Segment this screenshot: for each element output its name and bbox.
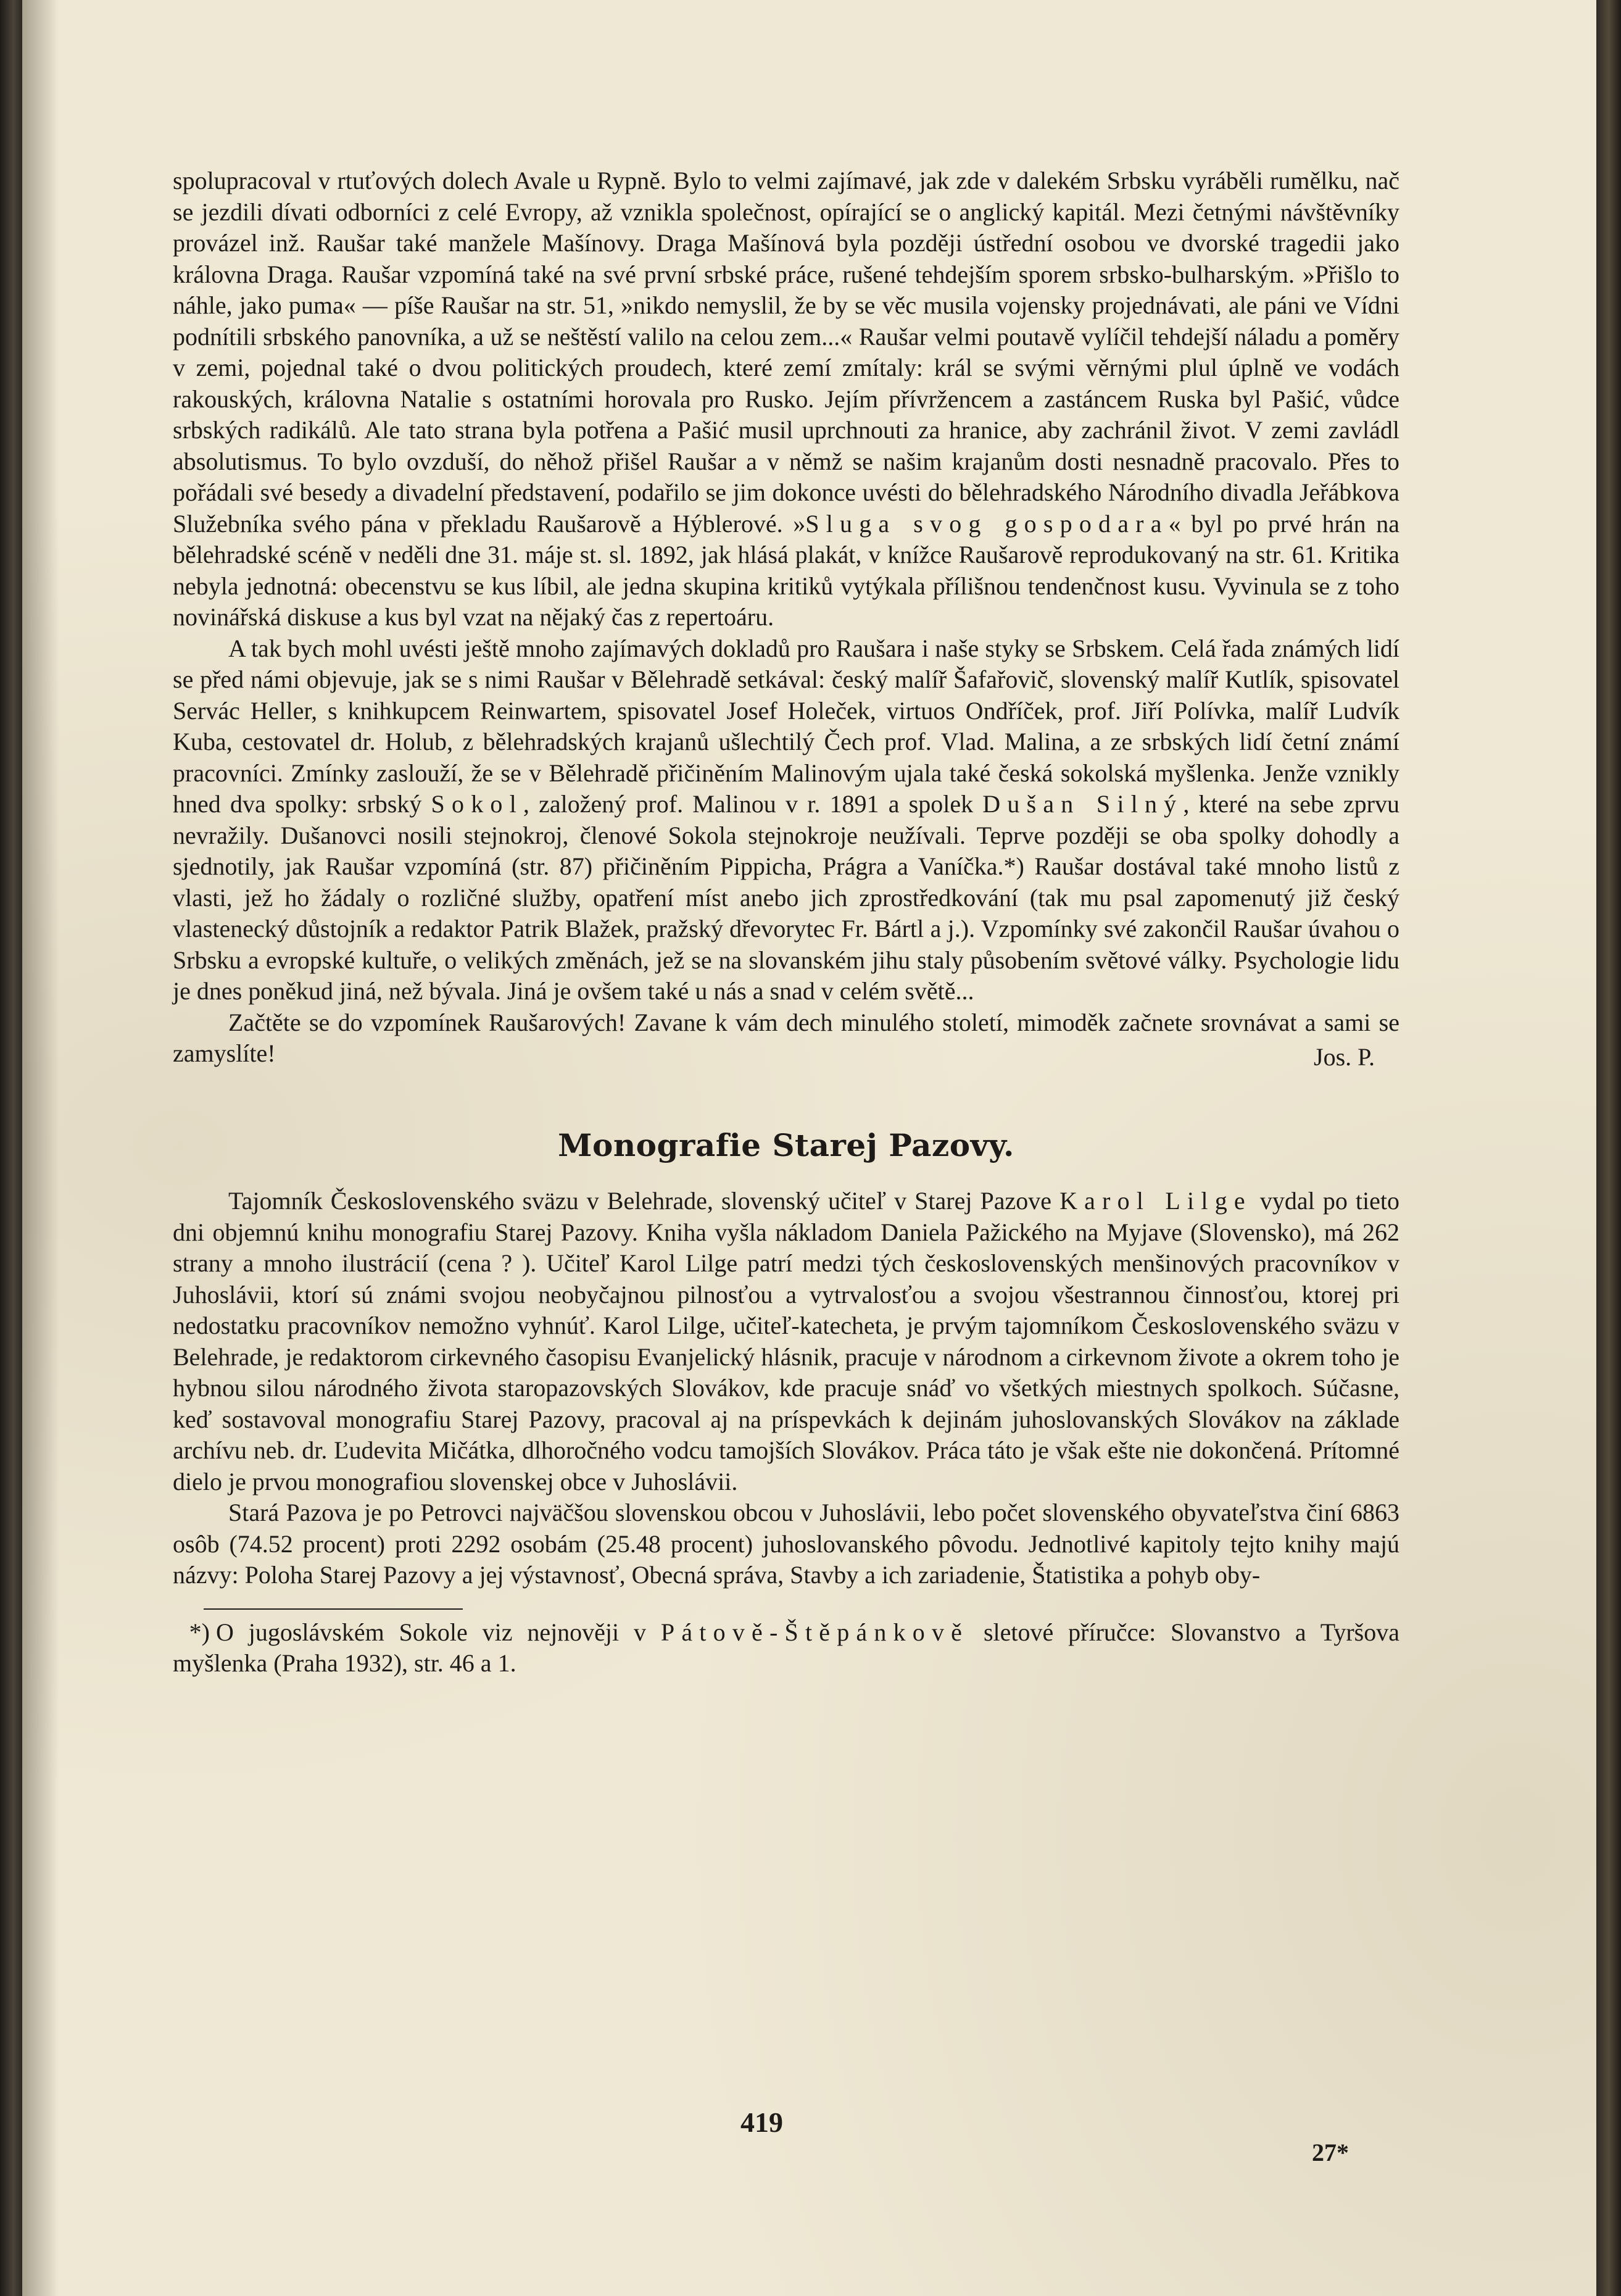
s2-text: Stará Pazova je po Petrovci najväčšou slovenskou obcou v Juhoslávii, lebo počet slovenského obyvateľstva činí 6863 osôb (74.52 procent) proti 2292 osobám (25.48 procent) juhoslovanského pôvodu. Jednotlivé kapitoly tejto knihy majú názvy: Poloha Starej Pazovy a jej výstavnosť, Obecná správa, Stavby a ich zariadenie, Štatistika a pohyb oby- [173, 1499, 1399, 1589]
article-paragraph-2 [173, 633, 1399, 1007]
s1-text-a: Tajomník Československého sväzu v Belehrade, slovenský učiteľ v Starej Pazove [228, 1187, 1060, 1215]
page-gutter-shadow [22, 0, 59, 2296]
footnote-divider [204, 1608, 463, 1610]
article-paragraph-3 [173, 1007, 1399, 1070]
karol-lilge-spaced: Karol Lilge [1059, 1187, 1252, 1215]
s1-text-b: vydal po tieto dni objemnú knihu monografiu Starej Pazovy. Kniha vyšla nákladom Daniela Pažického na Myjave (Slovensko), má 262 strany a mnoho ilustrácií (cena ? ). Učiteľ Karol Lilge patrí medzi tých československých menšinových pracovníkov v Juhoslávii, ktorí sú známi svojou neobyčajnou pilnosťou a vytrvalosťou a svojou všestrannou činnosťou, ktorej pri nedostatku pracovníkov nemožno vyhnúť. Karol Lilge, učiteľ-katecheta, je prvým tajomníkom Československého sväzu v Belehrade, je redaktorom cirkevného časopisu Evanjelický hlásnik, pracuje v národnom a cirkevnom živote a okrem toho je hybnou silou národného života staropazovských Slovákov, kde pracuje snáď vo všetkých miestnych spolkoch. Súčasne, keď sostavoval monografiu Starej Pazovy, pracoval aj na príspevkách k dejinám juhoslovanských Slovákov na základe archívu neb. dr. Ľudevita Mičátka, dlhoročného vodcu tamojších Slovákov. Práca táto je však ešte nie dokončená. Prítomné dielo je prvou monografiou slovenskej obce v Juhoslávii. [173, 1187, 1399, 1495]
section-paragraph-2 [173, 1497, 1399, 1591]
footnote-text-b: sletové příručce: Slovanstvo a Tyršova myšlenka (Praha 1932), str. 46 a 1. [173, 1618, 1399, 1677]
section-title: Monografie Starej Pazovy. [558, 1126, 1014, 1163]
p2-text-a: A tak bych mohl uvésti ještě mnoho zajímavých dokladů pro Raušara i naše styky se Srbskem. Celá řada známých lidí se před námi objevuje, jak se s nimi Raušar v Bělehradě setkával: český malíř Šafařovič, slovenský malíř Kutlík, spisovatel Servác Heller, s knihkupcem Reinwartem, spisovatel Josef Holeček, virtuos Ondříček, prof. Jiří Polívka, malíř Ludvík Kuba, cestovatel dr. Holub, z bělehradských krajanů ušlechtilý Čech prof. Vlad. Malina, a ze srbských lidí četní známí pracovníci. Zmínky zaslouží, že se v Bělehradě přičiněním Malinovým ujala také česká sokolská myšlenka. Jenže vznikly hned dva spolky: srbský [173, 634, 1399, 818]
p2-text-b: , založený prof. Malinou v r. 1891 a spolek [523, 790, 983, 818]
book-edge-left [0, 0, 22, 2296]
printer-signature-mark: 27* [1312, 2139, 1349, 2166]
p2-text-c: , které na sebe zprvu nevražily. Dušanovci nosili stejnokroj, členové Sokola stejnokroje neužívali. Teprve později se oba spolky dohodly a sjednotily, jak Raušar vzpomíná (str. 87) přičiněním Pippicha, Prágra a Vaníčka.*) Raušar dostával také mnoho listů z vlasti, jež ho žádaly o rozličné služby, opatření míst anebo jich zprostředkování (tak mu psal zapomenutý již český vlastenecký důstojník a redaktor Patrik Blažek, pražský dřevorytec Fr. Bártl a j.). Vzpomínky své zakončil Raušar úvahou o Srbsku a evropské kultuře, o velikých změnách, jež se na slovanském jihu staly působením světové války. Psychologie lidu je dnes poněkud jiná, než bývala. Jiná je ovšem také u nás a snad v celém světě... [173, 790, 1399, 1005]
page-content [173, 165, 1399, 1679]
sokol-spaced: Sokol [431, 790, 523, 818]
article-continuation-paragraph [173, 165, 1399, 633]
book-edge-right [1596, 0, 1621, 2296]
footnote-text-a: O jugoslávském Sokole viz nejnověji v [216, 1618, 661, 1646]
quote-open: » [782, 509, 806, 538]
page-number: 419 [740, 2107, 783, 2138]
continuation-tail: « byl po prvé hrán na bělehradské scéně v neděli dne 31. máje st. sl. 1892, jak hlásá plakát, v knížce Raušarově reprodukovaný na str. 61. Kritika nebyla jednotná: obecenstvu se kus líbil, ale jedna skupina kritiků vytýkala přílišnou tendenčnost kusu. Vyvinula se z toho novinářská diskuse a kus byl vzat na nějaký čas z repertoáru. [173, 509, 1400, 631]
p3-text: Začtěte se do vzpomínek Raušarových! Zavane k vám dech minulého století, mimoděk začnete srovnávat a sami se zamyslíte! [173, 1008, 1399, 1067]
footnote-mark: *) [189, 1618, 210, 1646]
section-paragraph-1 [173, 1186, 1399, 1497]
play-title-spaced: Sluga svog gospodara [805, 509, 1169, 538]
footnote-spaced-authors: Pátově-Štěpánkově [660, 1618, 969, 1646]
signature: Jos. P. [1314, 1043, 1375, 1071]
footnote [173, 1617, 1399, 1679]
continuation-text: spolupracoval v rtuťových dolech Avale u Rypně. Bylo to velmi zajímavé, jak zde v dalekém Srbsku vyráběli rumělku, nač se jezdili dívati odborníci z celé Evropy, až vznikla společnost, opírající se o anglický kapitál. Mezi četnými návštěvníky provázel inž. Raušar také manžele Mašínovy. Draga Mašínová byla později ústřední osobou ve dvorské tragedii jako královna Draga. Raušar vzpomíná také na své první srbské práce, rušené tehdejším sporem srbsko-bulharským. »Přišlo to náhle, jako puma« — píše Raušar na str. 51, »nikdo nemyslil, že by se věc musila vojensky projednávati, ale páni ve Vídni podnítili srbského panovníka, a už se neštěstí valilo na celou zem...« Raušar velmi poutavě vylíčil tehdejší náladu a poměry v zemi, pojednal také o dvou politických proudech, které zemí zmítaly: král se svými věrnými plul úplně ve vodách rakouských, královna Natalie s ostatními horovala pro Rusko. Jejím přívržencem a zastáncem Ruska byl Pašić, vůdce srbských radikálů. Ale tato strana byla potřena a Pašić musil uprchnouti za hranice, aby zachránil život. V zemi zavládl absolutismus. To bylo ovzduší, do něhož přišel Raušar a v němž se našim krajanům dosti nesnadně pracovalo. Přes to pořádali své besedy a divadelní představení, podařilo se jim dokonce uvésti do bělehradského Národního divadla Jeřábkova Služebníka svého pána v překladu Raušarově a Hýblerové. [173, 167, 1399, 538]
dusan-silny-spaced: Dušan Silný [982, 790, 1184, 818]
